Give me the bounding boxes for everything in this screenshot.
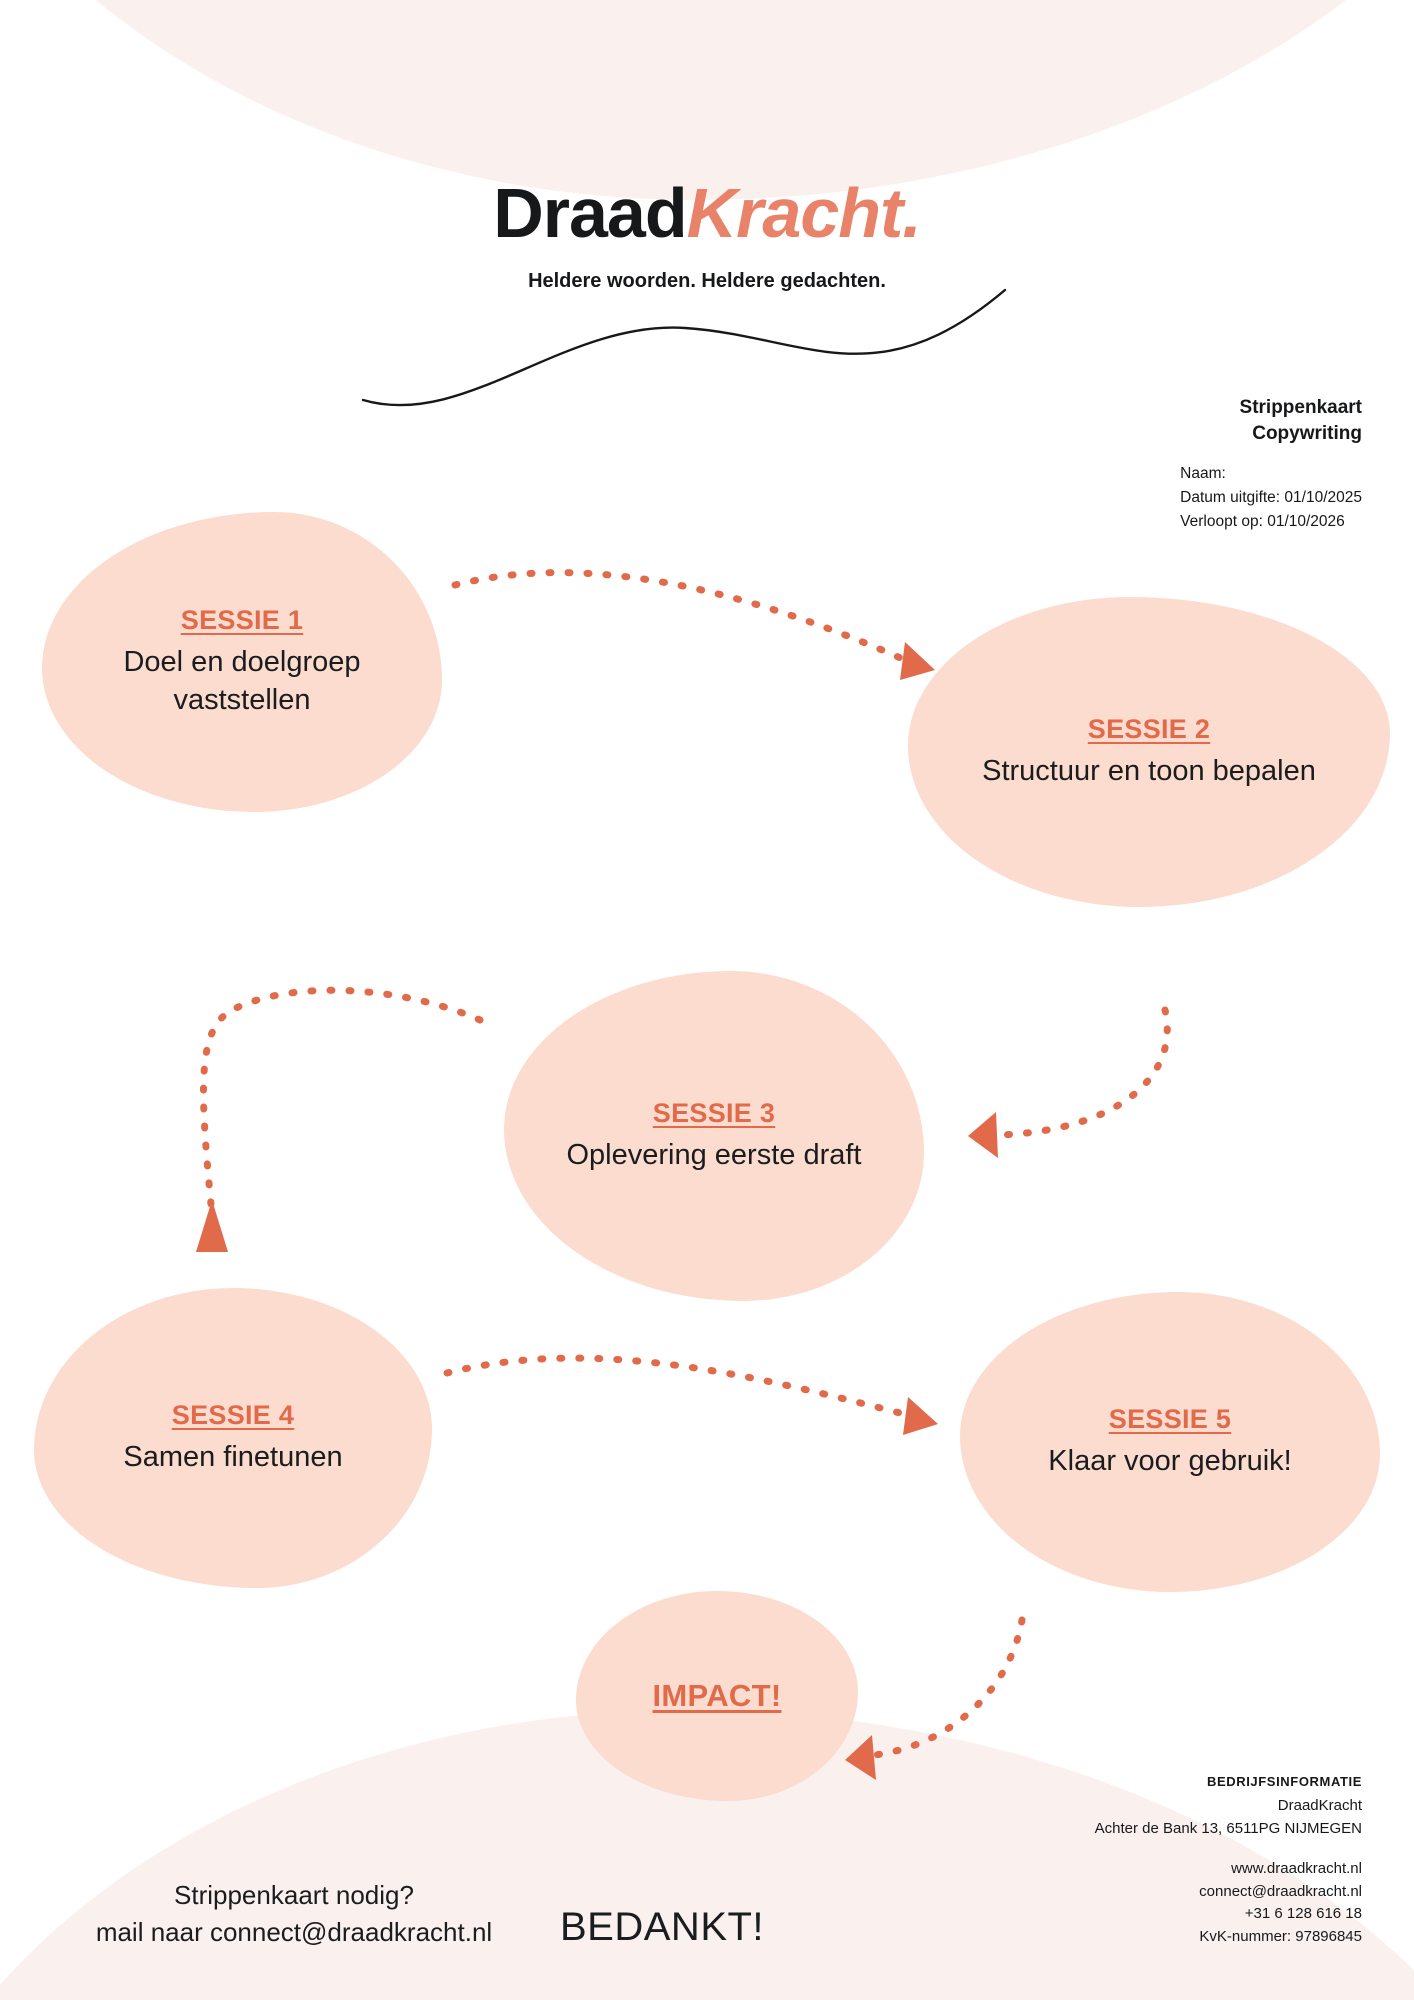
arrow-2-to-3-path — [1000, 1010, 1167, 1135]
poster-header — [0, 174, 1414, 293]
card-title-line1: Strippenkaart — [1239, 397, 1362, 418]
company-kvk: KvK-nummer: 97896845 — [1199, 1927, 1362, 1945]
session-blob-2 — [908, 597, 1390, 907]
card-meta — [1180, 395, 1362, 534]
brand-name-part1: Draad — [493, 174, 687, 252]
thanks-text: BEDANKT! — [560, 1905, 765, 1949]
session-blob-3 — [504, 971, 924, 1301]
company-info-heading: BEDRIJFSINFORMATIE — [1206, 1774, 1362, 1789]
company-phone: +31 6 128 616 18 — [1244, 1905, 1362, 1922]
impact-title: IMPACT! — [652, 1678, 782, 1713]
company-email[interactable]: connect@draadkracht.nl — [1199, 1882, 1362, 1900]
background-wave-top — [0, 0, 1414, 200]
session-4-text: Samen finetunen — [123, 1440, 343, 1473]
session-3-text: Oplevering eerste draft — [566, 1138, 862, 1171]
arrow-1-to-2-head — [900, 642, 935, 680]
company-website[interactable]: www.draadkracht.nl — [1231, 1860, 1362, 1877]
card-name-label: Naam: — [1180, 465, 1226, 483]
session-1-title: SESSIE 1 — [180, 605, 304, 636]
arrow-4-to-5-head — [903, 1397, 938, 1435]
session-blob-5 — [960, 1292, 1380, 1592]
session-2-title: SESSIE 2 — [1087, 713, 1211, 744]
session-4-title: SESSIE 4 — [171, 1399, 295, 1430]
company-info-spacer — [1095, 1840, 1362, 1858]
card-title — [1180, 395, 1362, 446]
company-info-block — [1095, 1774, 1362, 1948]
session-5-text: Klaar voor gebruik! — [1048, 1444, 1292, 1477]
cta-line-2: mail naar connect@draadkracht.nl — [95, 1917, 493, 1948]
session-1-text: Doel en doelgroep vaststellen — [123, 646, 361, 716]
arrow-3-to-4-head — [196, 1200, 228, 1252]
arrow-3-to-4-path — [203, 990, 480, 1215]
brand-tagline: Heldere woorden. Heldere gedachten. — [528, 270, 886, 292]
session-3-title: SESSIE 3 — [652, 1097, 776, 1128]
brand-logo — [0, 174, 1414, 252]
company-address: Achter de Bank 13, 6511PG NIJMEGEN — [1094, 1819, 1362, 1837]
arrow-1-to-2-path — [455, 573, 905, 660]
company-name: DraadKracht — [1277, 1797, 1362, 1814]
arrow-2-to-3-head — [968, 1112, 998, 1158]
cta-line-1: Strippenkaart nodig? — [174, 1879, 414, 1910]
cta-block — [34, 1877, 554, 1952]
decorative-swoosh-icon — [355, 280, 1055, 410]
arrow-4-to-5-path — [447, 1358, 908, 1415]
brand-name-part2: Kracht. — [686, 174, 921, 252]
session-5-title: SESSIE 5 — [1108, 1403, 1232, 1434]
impact-blob — [576, 1591, 858, 1801]
card-meta-lines — [1180, 462, 1362, 534]
card-issue-date: Datum uitgifte: 01/10/2025 — [1180, 489, 1362, 507]
session-2-text: Structuur en toon bepalen — [982, 754, 1316, 787]
card-expiry-date: Verloopt op: 01/10/2026 — [1180, 513, 1345, 531]
card-title-line2: Copywriting — [1252, 422, 1362, 444]
session-blob-4 — [34, 1288, 432, 1588]
session-blob-1 — [42, 512, 442, 812]
